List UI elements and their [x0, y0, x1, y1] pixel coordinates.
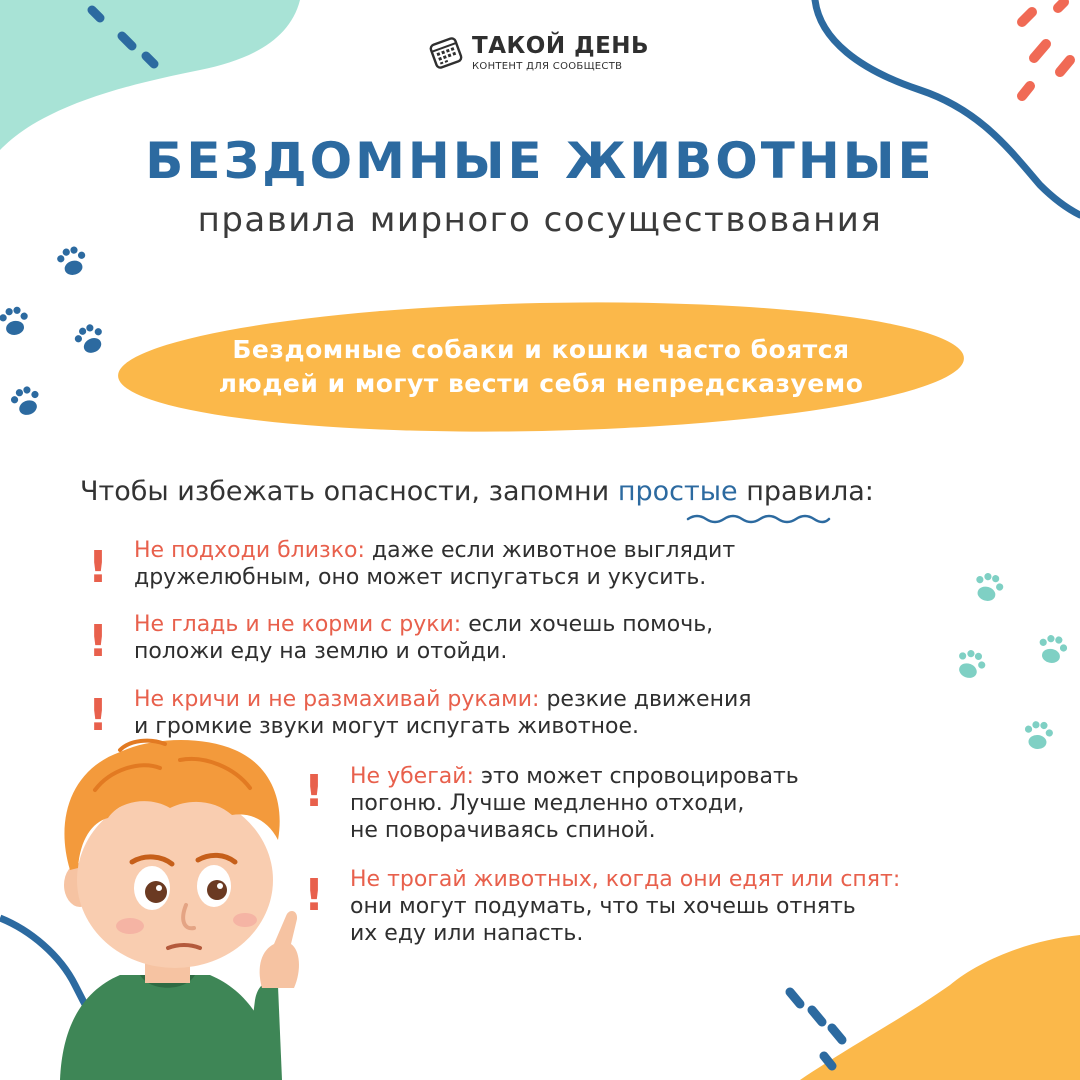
wavy-underline — [686, 512, 831, 526]
rule-1-head: Не подходи близко: — [134, 538, 365, 563]
dash-group-top-right — [1022, 2, 1070, 96]
rule-2-line-1: если хочешь помочь, — [461, 612, 714, 637]
rule-1-line-1: даже если животное выглядит — [364, 538, 736, 563]
page-title: БЕЗДОМНЫЕ ЖИВОТНЫЕ — [145, 132, 935, 190]
rule-2-line-2: положи еду на землю и отойди. — [134, 639, 508, 664]
banner-line-2: людей и могут вести себя непредсказуемо — [218, 369, 864, 398]
paw-print-icon — [953, 647, 989, 683]
rule-item-1 — [134, 537, 735, 591]
intro-text — [80, 476, 874, 507]
rule-3-head: Не кричи и не размахивай руками: — [134, 687, 540, 712]
exclamation-icon: ! — [88, 542, 109, 593]
rule-item-2 — [134, 611, 713, 665]
exclamation-icon: ! — [88, 616, 109, 667]
banner-text — [118, 333, 964, 401]
rule-5-line-2: они могут подумать, что ты хочешь отнять — [350, 894, 856, 919]
rule-2-head: Не гладь и не корми с руки: — [134, 612, 462, 637]
intro-highlight: простые — [617, 476, 738, 507]
rule-5-line-3: их еду или напасть. — [350, 921, 584, 946]
rule-4-head: Не убегай: — [350, 764, 474, 789]
rule-3-line-1: резкие движения — [539, 687, 752, 712]
paw-print-icon — [8, 383, 44, 419]
rule-4-line-1: это может спровоцировать — [473, 764, 799, 789]
brand-tagline: КОНТЕНТ ДЛЯ СООБЩЕСТВ — [472, 61, 623, 72]
paw-print-icon — [971, 570, 1005, 604]
paw-print-icon — [0, 305, 31, 337]
thinking-boy-illustration — [0, 730, 330, 1080]
paw-print-icon — [72, 321, 109, 358]
dash-group-bottom-right — [790, 992, 842, 1066]
calendar-grid-icon — [428, 35, 464, 71]
brand-logo — [428, 34, 649, 72]
paw-print-icon — [55, 244, 89, 278]
rule-5-head: Не трогай животных, когда они едят или спят: — [350, 867, 901, 892]
intro-after: правила: — [737, 476, 874, 507]
rule-4-line-3: не поворачиваясь спиной. — [350, 818, 656, 843]
brand-name: ТАКОЙ ДЕНЬ — [472, 33, 650, 59]
paw-print-icon — [1036, 633, 1069, 665]
mint-blob-top-left — [0, 0, 300, 150]
orange-blob-bottom-right — [800, 935, 1080, 1080]
rule-3-line-2: и громкие звуки могут испугать животное. — [134, 714, 640, 739]
banner-line-1: Бездомные собаки и кошки часто боятся — [232, 335, 850, 364]
paw-print-icon — [1023, 720, 1053, 750]
page-subtitle: правила мирного сосуществования — [197, 200, 883, 240]
boy-shirt — [60, 975, 278, 1080]
rule-1-line-2: дружелюбным, оно может испугаться и укусить. — [134, 565, 707, 590]
rule-item-5 — [350, 866, 900, 947]
rule-item-4 — [350, 763, 799, 844]
exclamation-icon: ! — [304, 766, 325, 817]
exclamation-icon: ! — [88, 690, 109, 741]
boy-hand — [260, 911, 299, 988]
rule-4-line-2: погоню. Лучше медленно отходи, — [350, 791, 745, 816]
intro-before: Чтобы избежать опасности, запомни — [80, 476, 618, 507]
exclamation-icon: ! — [304, 870, 325, 921]
